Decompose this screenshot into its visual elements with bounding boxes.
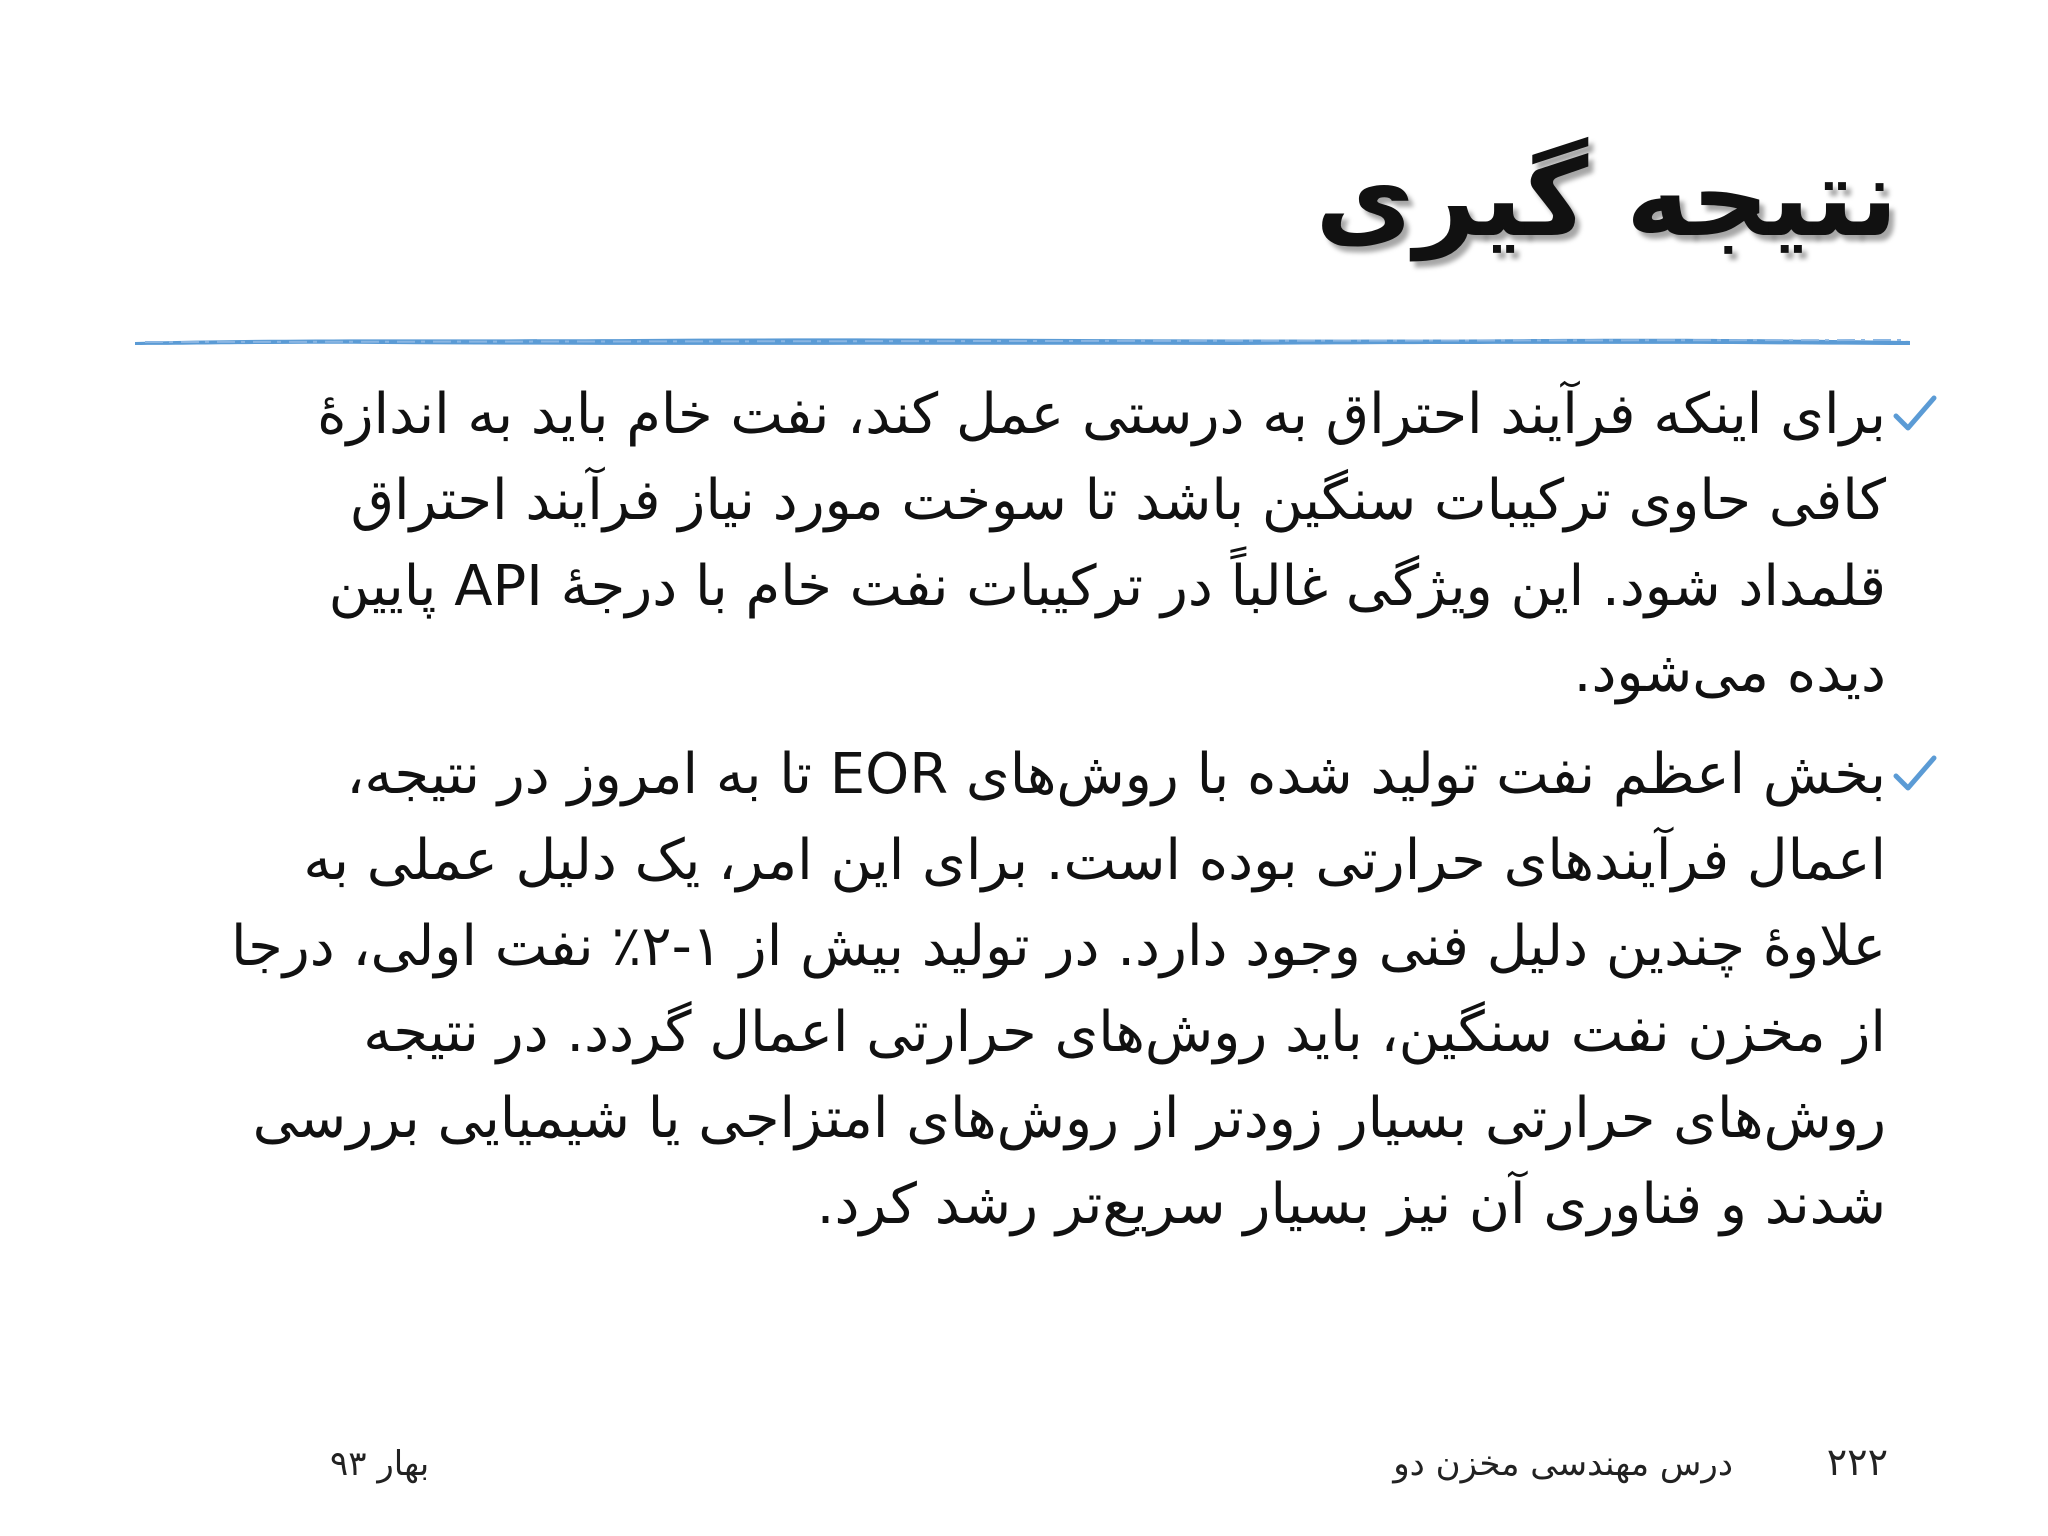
title-divider — [135, 330, 1910, 354]
bullet-item — [218, 732, 1938, 1248]
bullet-item — [218, 372, 1938, 716]
slide-title: نتیجه گیری — [1315, 136, 1898, 261]
footer-course: درس مهندسی مخزن دو — [1393, 1444, 1733, 1484]
bullet-list — [218, 372, 1938, 1264]
bullet-text: بخش اعظم نفت تولید شده با روش‌های EOR تا به امروز در نتیجه، اعمال فرآیندهای حرارتی بوده است. برای این امر، یک دلیل عملی به علاوۀ چندین دلیل فنی وجود دارد. در تولید بیش از ۱-۲٪ نفت اولی، درجا از مخزن نفت سنگین، باید روش‌های حرارتی اعمال گردد. در نتیجه روش‌های حرارتی بسیار زودتر از روش‌های امتزاجی یا شیمیایی بررسی شدند و فناوری آن نیز بسیار سریع‌تر رشد کرد. — [231, 742, 1886, 1237]
check-icon — [1892, 394, 1938, 434]
check-icon — [1892, 754, 1938, 794]
bullet-text: برای اینکه فرآیند احتراق به درستی عمل کند، نفت خام باید به اندازۀ کافی حاوی ترکیبات سنگین باشد تا سوخت مورد نیاز فرآیند احتراق قلمداد شود. این ویژگی غالباً در ترکیبات نفت خام با درجۀ API پایین دیده می‌شود. — [317, 382, 1886, 705]
page-number: ۲۲۲ — [1826, 1440, 1888, 1484]
footer-term: بهار ۹۳ — [330, 1444, 430, 1484]
